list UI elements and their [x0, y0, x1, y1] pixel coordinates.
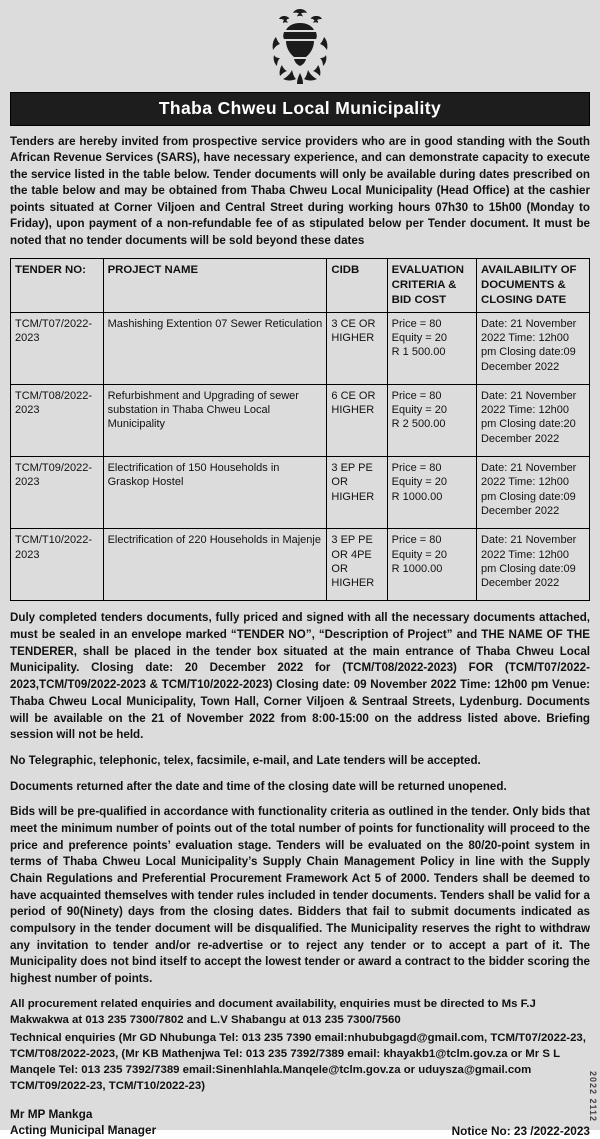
cell-project-name: Electrification of 220 Households in Majenje [103, 529, 327, 601]
cell-cidb: 3 EP PE OR HIGHER [327, 457, 387, 529]
prequalification-text-1: Bids will be pre-qualified in accordance with functionality criteria as outlined in the tender. Only bids that meet the minimum number of points out of the total number of points for functionality will proceed to the price and preference points’ evaluation stage. Tenders will be evaluated on the 80/20-point system in terms of Thaba Chweu Local Municipality’s Supply Chain Management Policy in line with the Supply Chain Regulations and Preferential Procurement Framework Act 5 of 2000. Tenders shall be deemed to have acquainted themselves with tender rules included in tender documents. Tenders shall be valid for a period of 90 [10, 805, 590, 919]
cell-evaluation: Price = 80 Equity = 20 R 2 500.00 [387, 384, 476, 456]
table-row [11, 457, 590, 529]
cell-evaluation: Price = 80 Equity = 20 R 1000.00 [387, 529, 476, 601]
cell-project-name: Mashishing Extention 07 Sewer Reticulation [103, 312, 327, 384]
cell-cidb: 6 CE OR HIGHER [327, 384, 387, 456]
closing-date-1: 20 December 2022 [184, 661, 304, 675]
signatory [10, 1107, 156, 1139]
cell-project-name: Refurbishment and Upgrading of sewer substation in Thaba Chweu Local Municipality [103, 384, 327, 456]
intro-paragraph: Tenders are hereby invited from prospective service providers who are in good standing with the South African Revenue Services (SARS), have necessary experience, and can demonstrate capacity to execute the service listed in the table below. Tender documents will only be available during dates prescribed on the table below and may be obtained from Thaba Chweu Local Municipality (Head Office) at the cashier points situated at Corner Viljoen and Central Street during working hours 07h30 to 15h00 (Monday to Friday), upon payment of a non-refundable fee of as stipulated below per Tender document. It must be noted that no tender documents will be sold beyond these dates [10, 135, 590, 247]
envelope-text-1: Duly completed tenders documents, fully priced and signed with all the necessary documents attached, must be sealed in an envelope marked “TENDER NO”, “Description of Project” and THE NAME OF THE TENDERER, shall be placed in the tender box situated at the main entrance of Thaba Chweu Local Municipality. Closing date: [10, 611, 590, 675]
side-reference-code: 2022 2112 [588, 1070, 598, 1122]
page-title: Thaba Chweu Local Municipality [10, 92, 590, 126]
cell-tender-no: TCM/T09/2022-2023 [11, 457, 104, 529]
envelope-text-3: Time: 12h00 pm Venue: Thaba Chweu Local Municipality, Town Hall, Corner Viljoen & Sentraal Streets, Lydenburg. Documents will be available on the 21 of November 2022 from 8:00-15:00 on the address listed above. Briefing session will not be held. [10, 678, 590, 742]
table-row [11, 529, 590, 601]
closing-date-2: 09 November 2022 [353, 678, 457, 692]
envelope-paragraph [10, 610, 590, 744]
cell-tender-no: TCM/T08/2022-2023 [11, 384, 104, 456]
cell-availability: Date: 21 November 2022 Time: 12h00 pm Closing date:09 December 2022 [476, 312, 589, 384]
returned-unopened-paragraph: Documents returned after the date and time of the closing date will be returned unopened. [10, 779, 507, 793]
cell-project-name: Electrification of 150 Households in Graskop Hostel [103, 457, 327, 529]
tenders-table [10, 258, 590, 601]
coat-of-arms-icon [264, 7, 336, 85]
envelope-text-2: for (TCM/T08/2022-2023) FOR (TCM/T07/2022-2023,TCM/T09/2022-2023 & TCM/T10/2022-2023) Closing date: [10, 661, 590, 692]
cell-cidb: 3 CE OR HIGHER [327, 312, 387, 384]
validity-period-words: (Ninety) [79, 905, 123, 919]
contact-section [10, 997, 590, 1095]
no-telegraphic-paragraph: No Telegraphic, telephonic, telex, facsimile, e-mail, and Late tenders will be accepted. [10, 753, 481, 767]
table-row [11, 384, 590, 456]
cell-tender-no: TCM/T07/2022-2023 [11, 312, 104, 384]
signatory-position: Acting Municipal Manager [10, 1122, 157, 1137]
table-header-row [11, 259, 590, 312]
cell-availability: Date: 21 November 2022 Time: 12h00 pm Closing date:20 December 2022 [476, 384, 589, 456]
prequalification-text-2: days from the closing dates. Bidders that fail to submit documents indicated as compulsory in the tender document will be disqualified. The Municipality reserves the right to withdraw any invitation to tender and/or re-advertise or to reject any tender or to accept a part of it. The Municipality does not bind itself to accept the lowest tender or award a contract to the bidder scoring the highest number of points. [10, 905, 590, 986]
cell-availability: Date: 21 November 2022 Time: 12h00 pm Closing date:09 December 2022 [476, 529, 589, 601]
cell-tender-no: TCM/T10/2022-2023 [11, 529, 104, 601]
notes-section [10, 610, 590, 987]
signatory-name: Mr MP Mankga [10, 1106, 93, 1121]
signoff-section [10, 1107, 590, 1139]
column-header-availability: AVAILABILITY OF DOCUMENTS & CLOSING DATE [476, 259, 589, 312]
column-header-tender-no: TENDER NO: [11, 259, 104, 312]
procurement-enquiries: All procurement related enquiries and document availability, enquiries must be directed to Ms F.J Makwakwa at 013 235 7300/7802 and L.V Shabangu at 013 235 7300/7560 [10, 997, 536, 1026]
cell-cidb: 3 EP PE OR 4PE OR HIGHER [327, 529, 387, 601]
notice-number: Notice No: 23 /2022-2023 [451, 1123, 590, 1138]
column-header-project-name: PROJECT NAME [103, 259, 327, 312]
prequalification-paragraph [10, 804, 590, 988]
column-header-evaluation: EVALUATION CRITERIA & BID COST [387, 259, 476, 312]
technical-enquiries: Technical enquiries (Mr GD Nhubunga Tel: 013 235 7390 email:nhububgagd@gmail.com, TCM/T07/2022-23, TCM/T08/2022-2023, (Mr KB Mathenjwa Tel: 013 235 7392/7389 email: khayakb1@tclm.gov.za or Mr S L Manqele Tel: 013 235 7392/7389 email:Sinenhlahla.Manqele@tclm.gov.za or uduysza@gmail.com TCM/T09/2022-23, TCM/T10/2022-23) [10, 1031, 586, 1092]
cell-evaluation: Price = 80 Equity = 20 R 1 500.00 [387, 312, 476, 384]
cell-availability: Date: 21 November 2022 Time: 12h00 pm Closing date:09 December 2022 [476, 457, 589, 529]
crest-container [0, 0, 600, 92]
cell-evaluation: Price = 80 Equity = 20 R 1000.00 [387, 457, 476, 529]
table-row [11, 312, 590, 384]
column-header-cidb: CIDB [327, 259, 387, 312]
